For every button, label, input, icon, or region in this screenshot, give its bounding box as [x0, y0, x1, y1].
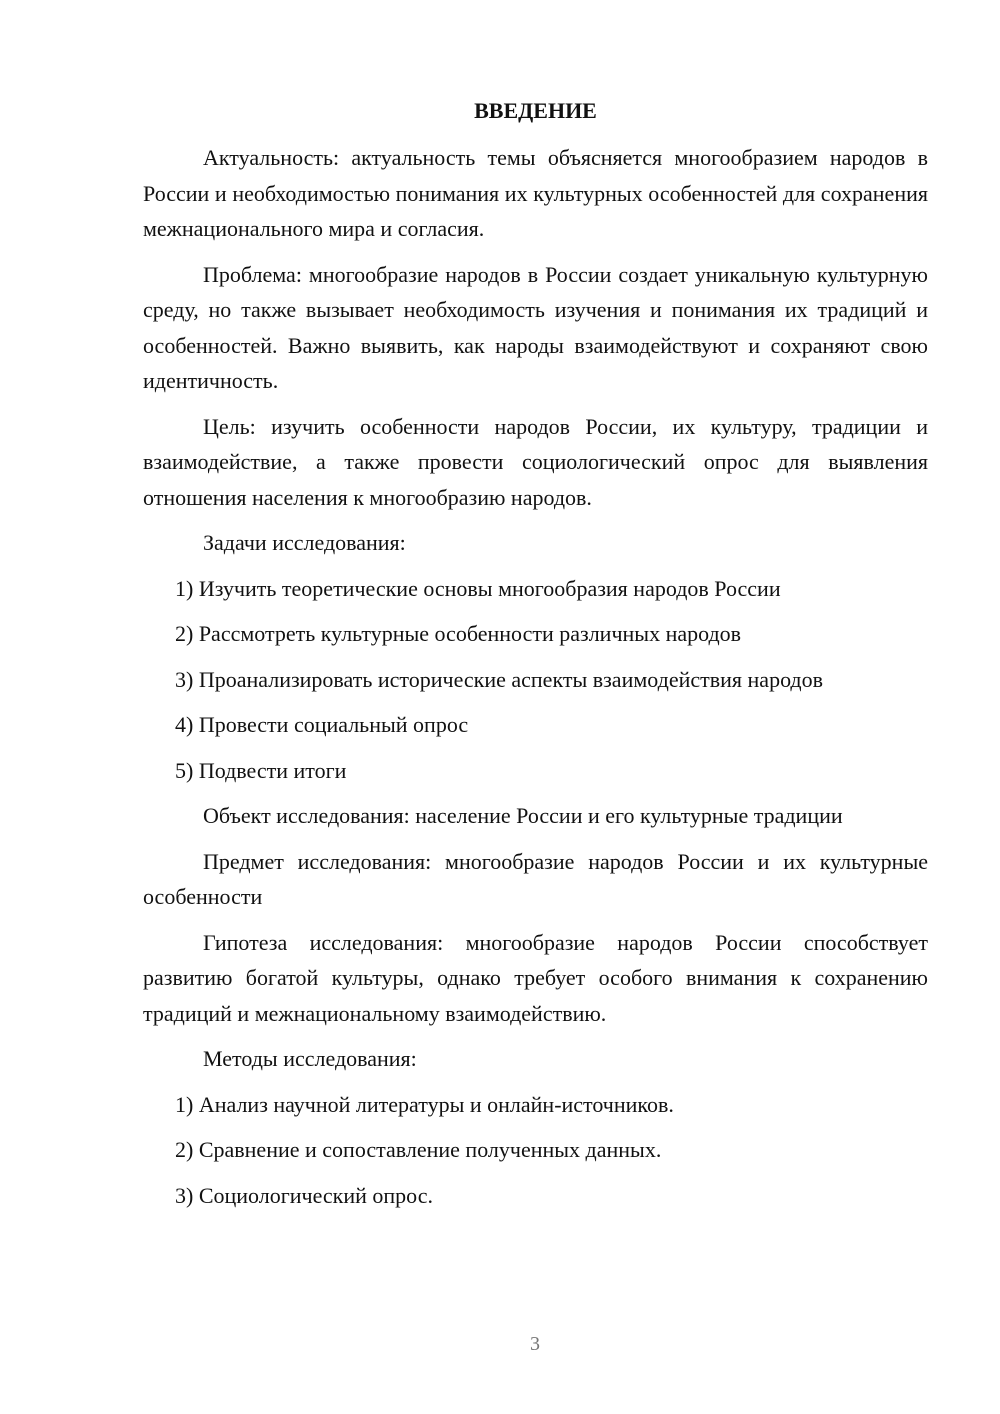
relevance-paragraph: Актуальность: актуальность темы объясняется многообразием народов в России и необходимостью понимания их культурных особенностей для сохранения межнационального мира и согласия.	[143, 145, 928, 241]
list-item: 3) Социологический опрос.	[175, 1182, 433, 1208]
tasks-list	[143, 571, 928, 789]
list-item: 3) Проанализировать исторические аспекты взаимодействия народов	[175, 666, 824, 692]
problem-paragraph: Проблема: многообразие народов в России создает уникальную культурную среду, но также вызывает необходимость изучения и понимания их традиций и особенностей. Важно выявить, как народы взаимодействуют и сохраняют свою идентичность.	[143, 261, 928, 393]
hypothesis-paragraph: Гипотеза исследования: многообразие народов России способствует развитию богатой культуры, однако требует особого внимания к сохранению традиций и межнациональному взаимодействию.	[143, 929, 928, 1026]
page-title: ВВЕДЕНИЕ	[474, 98, 597, 123]
document-page	[143, 93, 928, 1223]
goal-paragraph: Цель: изучить особенности народов России, их культуру, традиции и взаимодействие, а также провести социологический опрос для выявления отношения населения к многообразию народов.	[143, 413, 928, 510]
list-item: 4) Провести социальный опрос	[175, 712, 469, 737]
list-item: 5) Подвести итоги	[175, 757, 347, 783]
object-paragraph: Объект исследования: население России и его культурные традиции	[203, 803, 843, 828]
subject-paragraph: Предмет исследования: многообразие народов России и их культурные особенности	[143, 848, 928, 909]
tasks-label: Задачи исследования:	[203, 530, 406, 555]
list-item: 1) Изучить теоретические основы многообразия народов России	[175, 575, 781, 601]
methods-list	[143, 1087, 928, 1214]
methods-label: Методы исследования:	[203, 1046, 417, 1071]
list-item: 2) Рассмотреть культурные особенности различных народов	[175, 621, 742, 646]
list-item: 2) Сравнение и сопоставление полученных данных.	[175, 1137, 662, 1162]
page-number: 3	[530, 1333, 540, 1355]
list-item: 1) Анализ научной литературы и онлайн-источников.	[175, 1091, 674, 1117]
